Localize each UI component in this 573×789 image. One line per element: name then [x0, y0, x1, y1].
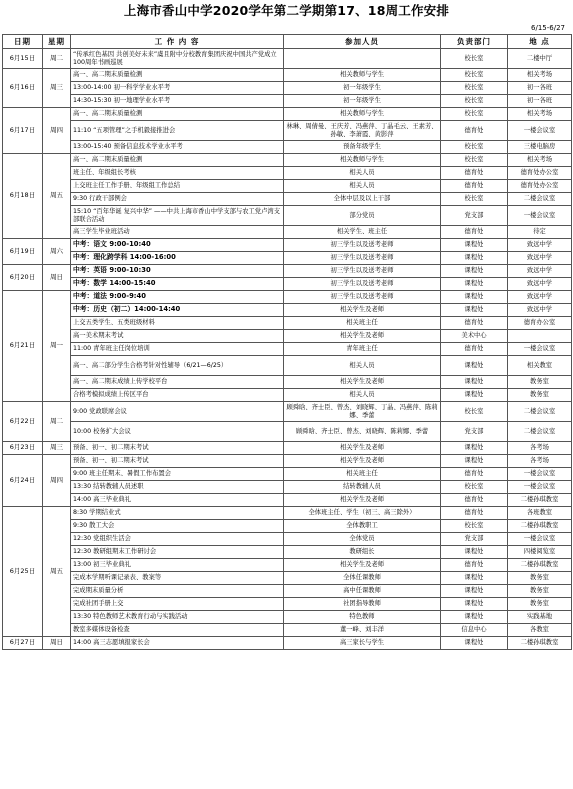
responsible-dept: 德育处: [441, 167, 508, 180]
responsible-dept: 校长室: [441, 82, 508, 95]
table-row: [3, 239, 572, 252]
location: 二楼孙琪教室: [508, 494, 572, 507]
participants: 相关教师与学生: [284, 154, 441, 167]
participants: 顾舜晗、齐士臣、曾杰、刘晓辉、丁晶、冯燕萍、陈莉娜、季蕾: [284, 402, 441, 422]
location: 教务室: [508, 389, 572, 402]
work-content: 完成期末质量分析: [71, 585, 284, 598]
participants: 相关学生、班主任: [284, 226, 441, 239]
header-place: 地 点: [508, 35, 572, 49]
location: 二楼会议室: [508, 422, 572, 442]
responsible-dept: 课程处: [441, 389, 508, 402]
participants: 相关学生及老师: [284, 455, 441, 468]
participants: 教研组长: [284, 546, 441, 559]
participants: 预备年级学生: [284, 141, 441, 154]
table-row: [3, 611, 572, 624]
table-row: [3, 442, 572, 455]
participants: 相关班主任: [284, 468, 441, 481]
location: 二楼孙琪教室: [508, 559, 572, 572]
location: 致远中学: [508, 291, 572, 304]
location: 各班教室: [508, 507, 572, 520]
location: 致远中学: [508, 278, 572, 291]
participants: 初三学生以及送考老师: [284, 239, 441, 252]
location: 相关考场: [508, 154, 572, 167]
table-row: [3, 422, 572, 442]
work-content: 高一、高二期末质量检测: [71, 108, 284, 121]
table-row: [3, 304, 572, 317]
location: 教务室: [508, 598, 572, 611]
table-row: [3, 572, 572, 585]
responsible-dept: 课程处: [441, 304, 508, 317]
table-row: [3, 226, 572, 239]
day-date: 6月21日: [3, 291, 43, 402]
location: 相关考场: [508, 108, 572, 121]
day-weekday: 周四: [43, 108, 71, 154]
location: 初一各班: [508, 82, 572, 95]
work-content: 9:00 班主任期末、暑假工作布置会: [71, 468, 284, 481]
participants: 全体党员: [284, 533, 441, 546]
location: 各教室: [508, 624, 572, 637]
table-row: [3, 402, 572, 422]
participants: 全体教职工: [284, 520, 441, 533]
location: 教务室: [508, 376, 572, 389]
location: 致远中学: [508, 239, 572, 252]
responsible-dept: 德育处: [441, 226, 508, 239]
location: 致远中学: [508, 304, 572, 317]
location: [508, 330, 572, 343]
responsible-dept: 德育处: [441, 468, 508, 481]
table-row: [3, 69, 572, 82]
work-content: 完成本学期听课记录表、教案等: [71, 572, 284, 585]
table-row: [3, 637, 572, 650]
location: 相关教室: [508, 356, 572, 376]
responsible-dept: 课程处: [441, 265, 508, 278]
location: 各考场: [508, 455, 572, 468]
page-title: 上海市香山中学2020学年第二学期第17、18周工作安排: [123, 3, 450, 18]
header-people: 参加人员: [284, 35, 441, 49]
participants: 相关学生及老师: [284, 559, 441, 572]
table-row: [3, 585, 572, 598]
responsible-dept: 课程处: [441, 278, 508, 291]
participants: 初一年级学生: [284, 95, 441, 108]
work-content: 高一、高二部分学生合格考针对性辅导（6/21—6/25）: [71, 356, 284, 376]
location: 一楼会议室: [508, 468, 572, 481]
table-row: [3, 598, 572, 611]
work-content: 中考：历史（初二）14:00-14:40: [71, 304, 284, 317]
work-content: 14:00 高三毕业典礼: [71, 494, 284, 507]
table-row: [3, 494, 572, 507]
participants: 初一年级学生: [284, 82, 441, 95]
participants: 高三家长与学生: [284, 637, 441, 650]
header-dept: 负责部门: [441, 35, 508, 49]
participants: 全体任课教师: [284, 572, 441, 585]
participants: 相关学生及老师: [284, 330, 441, 343]
day-date: 6月25日: [3, 507, 43, 637]
location: 一楼会议室: [508, 121, 572, 141]
work-content: 13:00-14:00 初一科学学业水平考: [71, 82, 284, 95]
participants: 初三学生以及送考老师: [284, 291, 441, 304]
responsible-dept: 课程处: [441, 572, 508, 585]
location: 教务室: [508, 585, 572, 598]
location: 一楼会议室: [508, 481, 572, 494]
location: 初一各班: [508, 95, 572, 108]
responsible-dept: 校长室: [441, 69, 508, 82]
work-content: 11:10 “五项管理”之手机毅接推进会: [71, 121, 284, 141]
location: 二楼会议室: [508, 402, 572, 422]
participants: 董一峰、刘丰洋: [284, 624, 441, 637]
responsible-dept: 校长室: [441, 49, 508, 69]
table-row: [3, 389, 572, 402]
work-content: 14:00 高三志愿填报家长会: [71, 637, 284, 650]
participants: 相关人员: [284, 389, 441, 402]
location: 一楼会议室: [508, 206, 572, 226]
participants: 相关人员: [284, 356, 441, 376]
work-content: 高一、高二期末质量检测: [71, 69, 284, 82]
day-weekday: 周三: [43, 442, 71, 455]
participants: 初三学生以及送考老师: [284, 252, 441, 265]
work-content: 12:30 党组织生活会: [71, 533, 284, 546]
location: 教务室: [508, 572, 572, 585]
work-content: 合格考模拟成绩上传区平台: [71, 389, 284, 402]
responsible-dept: 德育处: [441, 494, 508, 507]
table-row: [3, 356, 572, 376]
day-weekday: 周日: [43, 265, 71, 291]
responsible-dept: 校长室: [441, 154, 508, 167]
location: 德育处办公室: [508, 167, 572, 180]
table-row: [3, 624, 572, 637]
table-row: [3, 376, 572, 389]
header-date: 日期: [3, 35, 43, 49]
responsible-dept: 党支部: [441, 206, 508, 226]
work-content: 13:00-15:40 预备信息技术学业水平考: [71, 141, 284, 154]
location: 二楼孙琪教室: [508, 520, 572, 533]
participants: [284, 49, 441, 69]
work-content: 中考：数学 14:00-15:40: [71, 278, 284, 291]
table-row: [3, 520, 572, 533]
responsible-dept: 德育处: [441, 343, 508, 356]
work-content: 预备、初一、初二期末考试: [71, 455, 284, 468]
participants: 林琳、周倩曼、王庆芳、冯燕萍、丁晶毛云、王素芳、孙敏、李萧霞、黄影萍: [284, 121, 441, 141]
work-content: 中考：语文 9:00-10:40: [71, 239, 284, 252]
table-row: [3, 121, 572, 141]
responsible-dept: 课程处: [441, 442, 508, 455]
responsible-dept: 德育处: [441, 180, 508, 193]
work-content: 高三学生毕业班活动: [71, 226, 284, 239]
day-date: 6月20日: [3, 265, 43, 291]
work-content: 高一、高二期末成绩上传学校平台: [71, 376, 284, 389]
responsible-dept: 校长室: [441, 95, 508, 108]
responsible-dept: 校长室: [441, 193, 508, 206]
responsible-dept: 信息中心: [441, 624, 508, 637]
table-row: [3, 291, 572, 304]
table-row: [3, 507, 572, 520]
header-weekday: 星期: [43, 35, 71, 49]
work-content: 上交班主任工作手册、年级组工作总结: [71, 180, 284, 193]
participants: 全体班主任、学生（初三、高三除外）: [284, 507, 441, 520]
work-content: 上交五类学生、五类班级材料: [71, 317, 284, 330]
work-content: 完成社团手册上交: [71, 598, 284, 611]
day-weekday: 周日: [43, 637, 71, 650]
responsible-dept: 课程处: [441, 637, 508, 650]
location: 实践基地: [508, 611, 572, 624]
location: 一楼会议室: [508, 533, 572, 546]
responsible-dept: 德育处: [441, 121, 508, 141]
location: 待定: [508, 226, 572, 239]
work-content: 中考：道法 9:00-9:40: [71, 291, 284, 304]
participants: 相关学生及老师: [284, 376, 441, 389]
date-range: 6/15-6/27: [531, 24, 565, 32]
day-weekday: 周五: [43, 507, 71, 637]
day-weekday: 周一: [43, 291, 71, 402]
participants: 相关人员: [284, 167, 441, 180]
table-row: [3, 317, 572, 330]
participants: 相关学生及老师: [284, 304, 441, 317]
location: 德育处办公室: [508, 180, 572, 193]
work-content: 9:00 党政联席会议: [71, 402, 284, 422]
day-weekday: 周五: [43, 154, 71, 239]
responsible-dept: 校长室: [441, 520, 508, 533]
table-row: [3, 278, 572, 291]
table-row: [3, 252, 572, 265]
responsible-dept: 德育处: [441, 317, 508, 330]
responsible-dept: 校长室: [441, 108, 508, 121]
location: 各考场: [508, 442, 572, 455]
participants: 相关人员: [284, 180, 441, 193]
work-content: 高一美术期末考试: [71, 330, 284, 343]
responsible-dept: 课程处: [441, 252, 508, 265]
work-content: 12:30 教研组期末工作研讨会: [71, 546, 284, 559]
participants: 初三学生以及送考老师: [284, 265, 441, 278]
work-content: 10:00 校务扩大会议: [71, 422, 284, 442]
table-row: [3, 330, 572, 343]
day-date: 6月23日: [3, 442, 43, 455]
work-content: 9:30 散工大会: [71, 520, 284, 533]
participants: 相关学生及老师: [284, 442, 441, 455]
table-row: [3, 108, 572, 121]
participants: 特色教师: [284, 611, 441, 624]
participants: 顾舜晗、齐士臣、曾杰、刘晓辉、陈莉娜、季蕾: [284, 422, 441, 442]
day-date: 6月16日: [3, 69, 43, 108]
participants: 相关教师与学生: [284, 108, 441, 121]
participants: 社团指导教师: [284, 598, 441, 611]
location: 致远中学: [508, 252, 572, 265]
header-row: [3, 35, 572, 49]
table-row: [3, 141, 572, 154]
table-row: [3, 206, 572, 226]
table-row: [3, 559, 572, 572]
responsible-dept: 课程处: [441, 291, 508, 304]
location: 二楼会议室: [508, 193, 572, 206]
participants: 结转教辅人员: [284, 481, 441, 494]
work-content: 11:00 青年班主任岗位培训: [71, 343, 284, 356]
work-content: 高一、高二期末质量检测: [71, 154, 284, 167]
table-row: [3, 82, 572, 95]
day-weekday: 周四: [43, 455, 71, 507]
table-row: [3, 343, 572, 356]
participants: 全体中层及以上干部: [284, 193, 441, 206]
table-row: [3, 533, 572, 546]
work-content: 8:30 学期结业式: [71, 507, 284, 520]
table-row: [3, 481, 572, 494]
table-row: [3, 468, 572, 481]
work-content: 15:10 “百年华诞 复兴中华” ——中共上海市香山中学支部与农工党卢湾支部联合活动: [71, 206, 284, 226]
location: 德育办公室: [508, 317, 572, 330]
responsible-dept: 德育处: [441, 559, 508, 572]
schedule-table: [2, 34, 572, 650]
table-row: [3, 455, 572, 468]
table-row: [3, 154, 572, 167]
location: 二楼中厅: [508, 49, 572, 69]
location: 一楼会议室: [508, 343, 572, 356]
responsible-dept: 课程处: [441, 376, 508, 389]
participants: 高中任课教师: [284, 585, 441, 598]
work-content: 9:30 行政干部例会: [71, 193, 284, 206]
table-row: [3, 546, 572, 559]
work-content: 13:30 特色教师艺术教育行动与实践活动: [71, 611, 284, 624]
participants: 相关班主任: [284, 317, 441, 330]
responsible-dept: 党支部: [441, 422, 508, 442]
day-date: 6月18日: [3, 154, 43, 239]
day-weekday: 周二: [43, 49, 71, 69]
table-row: [3, 167, 572, 180]
day-weekday: 周二: [43, 402, 71, 442]
responsible-dept: 课程处: [441, 239, 508, 252]
location: 三楼电脑房: [508, 141, 572, 154]
location: 相关考场: [508, 69, 572, 82]
participants: 相关教师与学生: [284, 69, 441, 82]
responsible-dept: 课程处: [441, 546, 508, 559]
responsible-dept: 课程处: [441, 585, 508, 598]
participants: 青年班主任: [284, 343, 441, 356]
work-content: 14:30-15:30 初一地理学业水平考: [71, 95, 284, 108]
work-content: 13:30 结转教辅人员述职: [71, 481, 284, 494]
responsible-dept: 课程处: [441, 611, 508, 624]
table-row: [3, 49, 572, 69]
work-content: “传承红色基因 共创美好未来”虞且附中分校教育集团庆祝中国共产党成立100周年书画巡展: [71, 49, 284, 69]
responsible-dept: 校长室: [441, 141, 508, 154]
responsible-dept: 课程处: [441, 356, 508, 376]
work-content: 中考：理化跨学科 14:00-16:00: [71, 252, 284, 265]
responsible-dept: 校长室: [441, 402, 508, 422]
work-content: 13:00 初三毕业典礼: [71, 559, 284, 572]
responsible-dept: 校长室: [441, 481, 508, 494]
day-date: 6月17日: [3, 108, 43, 154]
day-date: 6月27日: [3, 637, 43, 650]
location: 致远中学: [508, 265, 572, 278]
day-date: 6月24日: [3, 455, 43, 507]
responsible-dept: 党支部: [441, 533, 508, 546]
day-date: 6月22日: [3, 402, 43, 442]
responsible-dept: 德育处: [441, 507, 508, 520]
table-row: [3, 193, 572, 206]
location: 四楼阅览室: [508, 546, 572, 559]
day-date: 6月15日: [3, 49, 43, 69]
schedule-body: [3, 49, 572, 650]
day-weekday: 周六: [43, 239, 71, 265]
work-content: 中考：英语 9:00-10:30: [71, 265, 284, 278]
table-row: [3, 95, 572, 108]
responsible-dept: 美术中心: [441, 330, 508, 343]
day-date: 6月19日: [3, 239, 43, 265]
day-weekday: 周三: [43, 69, 71, 108]
location: 二楼孙琪教室: [508, 637, 572, 650]
responsible-dept: 课程处: [441, 455, 508, 468]
work-content: 预备、初一、初二期末考试: [71, 442, 284, 455]
participants: 初三学生以及送考老师: [284, 278, 441, 291]
participants: 部分党员: [284, 206, 441, 226]
header-content: 工 作 内 容: [71, 35, 284, 49]
participants: 相关学生及老师: [284, 494, 441, 507]
table-row: [3, 265, 572, 278]
responsible-dept: 课程处: [441, 598, 508, 611]
work-content: 教室多媒体设备检查: [71, 624, 284, 637]
table-row: [3, 180, 572, 193]
work-content: 班主任、年级组长考核: [71, 167, 284, 180]
